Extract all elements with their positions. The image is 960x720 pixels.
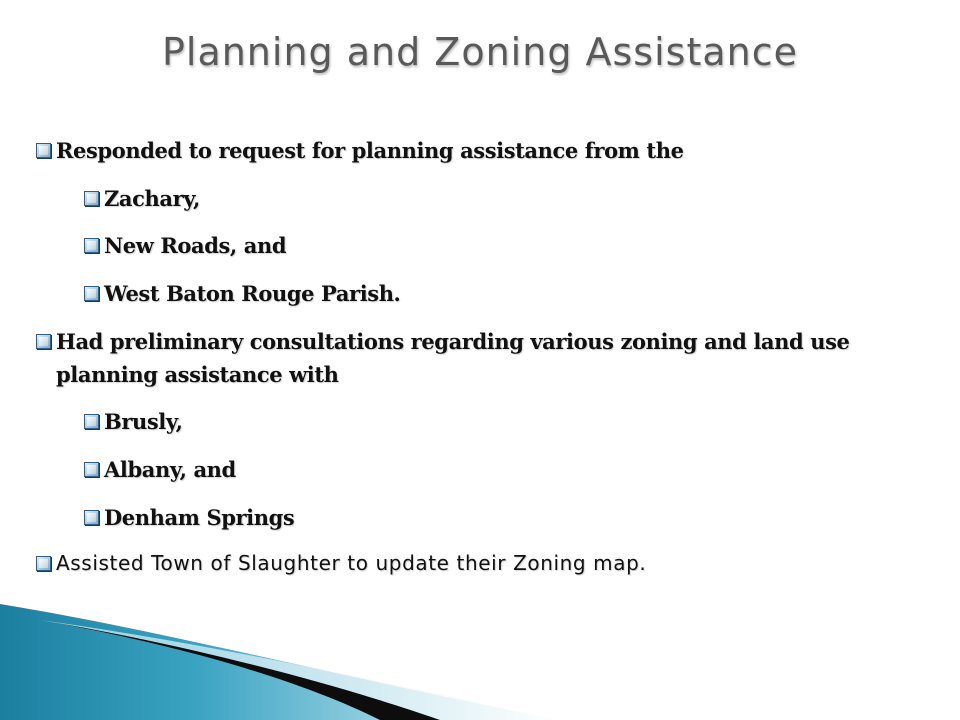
slide-title: Planning and Zoning Assistance (161, 30, 799, 74)
sub-bullet-item (84, 405, 183, 438)
sub-bullet-item (84, 277, 400, 310)
bullet-text: West Baton Rouge Parish. (104, 281, 401, 306)
checkbox-square-icon (36, 556, 51, 571)
checkbox-square-icon (84, 462, 99, 477)
bullet-item (36, 547, 646, 580)
sub-bullet-item (84, 453, 236, 486)
checkbox-square-icon (36, 334, 51, 349)
bullet-text: Assisted Town of Slaughter to update their Zoning map. (56, 551, 647, 575)
checkbox-square-icon (84, 191, 99, 206)
sub-bullet-item (84, 182, 200, 215)
sub-bullet-item (84, 229, 286, 262)
bullet-text: Albany, and (104, 457, 236, 482)
bullet-text: Brusly, (104, 409, 183, 434)
checkbox-square-icon (84, 510, 99, 525)
sub-bullet-item (84, 501, 294, 534)
checkbox-square-icon (84, 414, 99, 429)
bullet-text: New Roads, and (104, 233, 287, 258)
bullet-item (36, 134, 684, 167)
bullet-text: Zachary, (104, 186, 200, 211)
checkbox-square-icon (84, 238, 99, 253)
bullet-text: Denham Springs (104, 505, 295, 530)
bullet-item (36, 325, 896, 391)
checkbox-square-icon (36, 143, 51, 158)
decorative-swoosh (0, 590, 960, 720)
bullet-text: Responded to request for planning assistance from the (56, 138, 684, 163)
bullet-text: Had preliminary consultations regarding various zoning and land use planning assistance with (56, 329, 850, 387)
checkbox-square-icon (84, 286, 99, 301)
